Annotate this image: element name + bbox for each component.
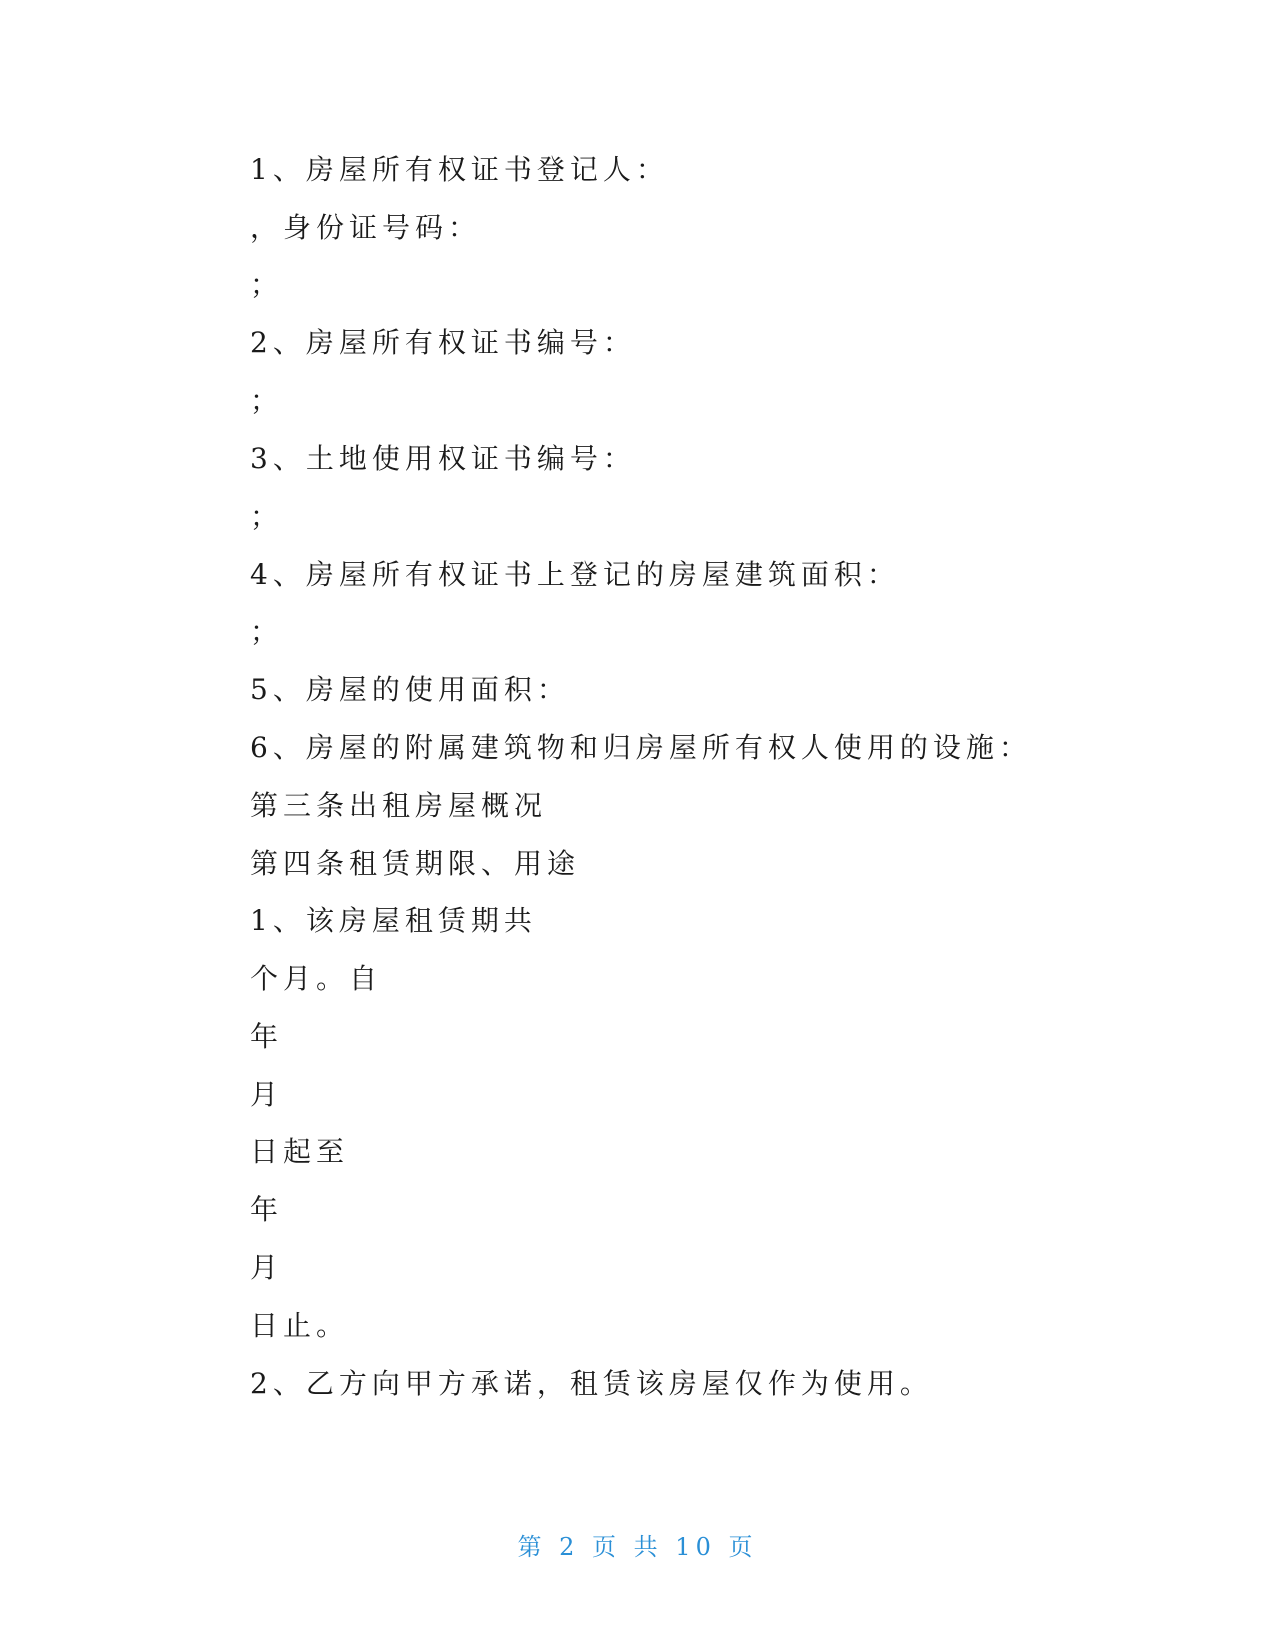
text-line-ownership-holder: 1、房屋所有权证书登记人： [250, 153, 669, 186]
text-line-separator: ； [250, 384, 284, 417]
section-heading-article-4: 第四条租赁期限、用途 [250, 847, 581, 880]
text-line-month: 月 [250, 1251, 284, 1284]
text-line-usable-area: 5、房屋的使用面积： [250, 673, 570, 706]
page-number-footer: 第 2 页 共 10 页 [517, 1533, 758, 1561]
text-line-lease-term: 1、该房屋租赁期共 [250, 904, 537, 937]
text-line-usage-promise: 2、乙方向甲方承诺，租赁该房屋仅作为使用。 [250, 1367, 933, 1400]
text-line-day-until: 日起至 [250, 1135, 350, 1168]
text-line-separator: ； [250, 268, 284, 301]
text-line-month: 月 [250, 1078, 284, 1111]
text-line-building-area: 4、房屋所有权证书上登记的房屋建筑面积： [250, 558, 900, 591]
text-line-certificate-number: 2、房屋所有权证书编号： [250, 326, 636, 359]
text-line-year: 年 [250, 1193, 284, 1226]
section-heading-article-3: 第三条出租房屋概况 [250, 789, 548, 822]
text-line-separator: ； [250, 615, 284, 648]
text-line-land-certificate-number: 3、土地使用权证书编号： [250, 442, 636, 475]
text-line-facilities: 6、房屋的附属建筑物和归房屋所有权人使用的设施： [250, 731, 1032, 764]
text-line-id-number: ，身份证号码： [250, 211, 482, 244]
text-line-day-end: 日止。 [250, 1309, 350, 1342]
text-line-months-from: 个月。自 [250, 962, 383, 995]
text-line-separator: ； [250, 500, 284, 533]
text-line-year: 年 [250, 1020, 284, 1053]
